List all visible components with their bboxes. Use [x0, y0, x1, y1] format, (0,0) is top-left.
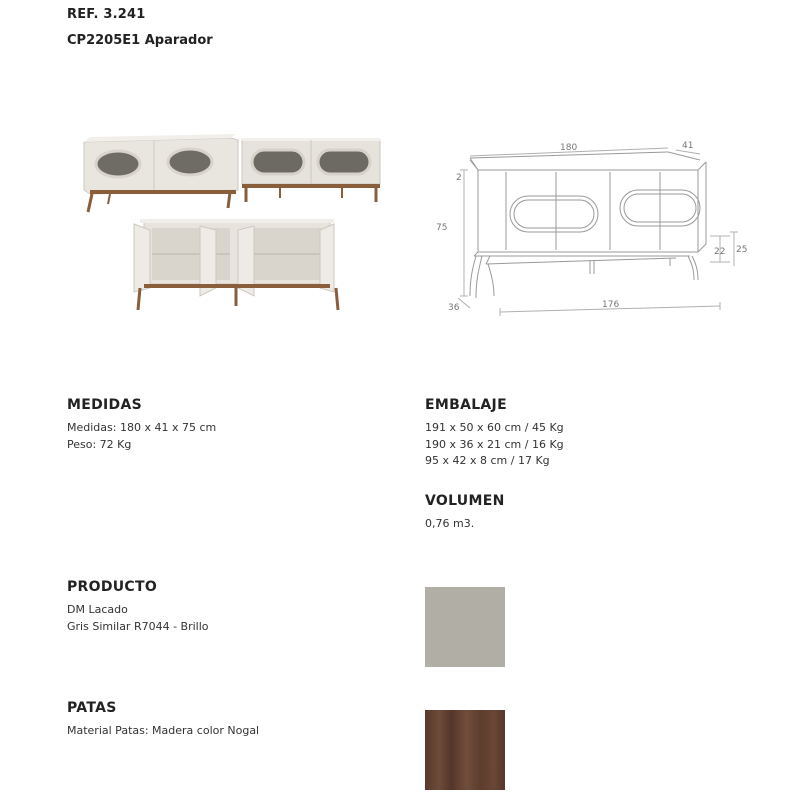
medidas-details — [67, 420, 216, 453]
embalaje-line: 190 x 36 x 21 cm / 16 Kg — [425, 437, 564, 451]
embalaje-line: 191 x 50 x 60 cm / 45 Kg — [425, 421, 564, 434]
photo-closed-angled — [84, 134, 238, 212]
patas-details — [67, 723, 259, 740]
dim-depth: 41 — [682, 141, 694, 151]
dim-height: 75 — [436, 223, 448, 233]
photo-open-doors — [134, 219, 338, 310]
dim-leg-height: 22 — [714, 247, 726, 257]
producto-details — [67, 602, 209, 635]
product-title: CP2205E1 Aparador — [67, 33, 213, 48]
volumen-value: 0,76 m3. — [425, 517, 475, 530]
finish-swatch-walnut — [425, 710, 505, 790]
patas-title: PATAS — [67, 700, 117, 716]
dim-base-height: 25 — [736, 245, 748, 255]
reference-number: REF. 3.241 — [67, 7, 146, 22]
photo-closed-front — [242, 138, 380, 202]
producto-line: DM Lacado — [67, 603, 128, 616]
technical-drawing — [430, 130, 760, 330]
medidas-line: Medidas: 180 x 41 x 75 cm — [67, 421, 217, 434]
medidas-line: Peso: 72 Kg — [67, 437, 132, 451]
dim-top-offset: 2 — [456, 173, 462, 183]
volumen-title: VOLUMEN — [425, 493, 505, 509]
producto-title: PRODUCTO — [67, 579, 158, 595]
embalaje-title: EMBALAJE — [425, 397, 507, 413]
dim-width: 180 — [560, 143, 578, 153]
embalaje-details — [425, 420, 564, 470]
patas-line: Material Patas: Madera color Nogal — [67, 724, 260, 737]
dim-base-width: 176 — [602, 300, 620, 310]
embalaje-line: 95 x 42 x 8 cm / 17 Kg — [425, 454, 550, 467]
producto-line: Gris Similar R7044 - Brillo — [67, 619, 209, 633]
dim-base-depth: 36 — [448, 303, 460, 313]
medidas-title: MEDIDAS — [67, 397, 142, 413]
product-photos — [70, 120, 400, 320]
finish-swatch-grey — [425, 587, 505, 667]
